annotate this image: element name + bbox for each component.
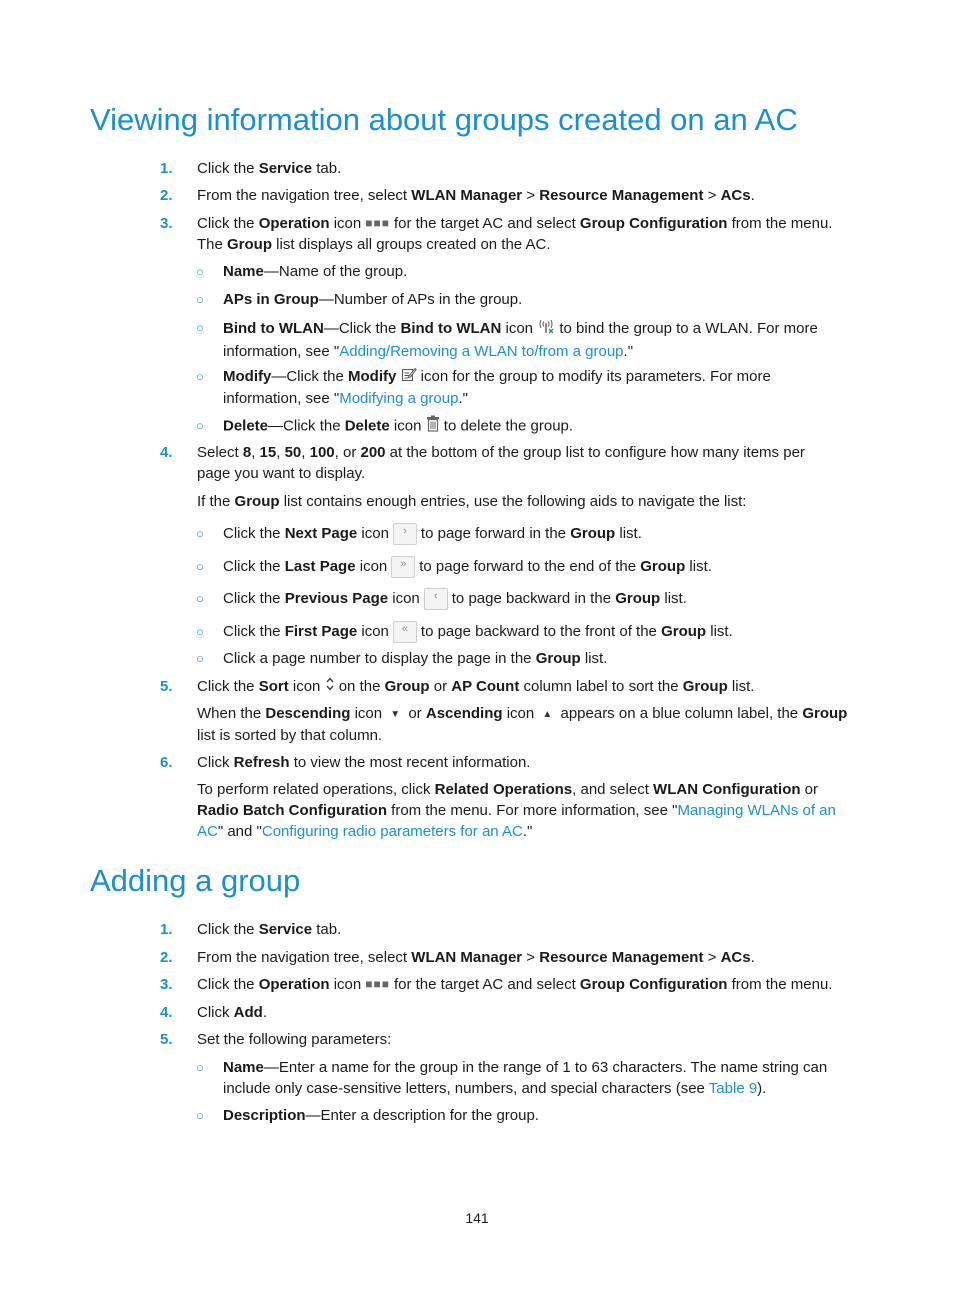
step-number: 1.	[160, 921, 173, 938]
link-modifying-group[interactable]: Modifying a group	[339, 390, 459, 408]
step-text: From the navigation tree, select WLAN Manager > Resource Management > ACs.	[197, 187, 755, 204]
step-number: 4.	[160, 444, 173, 461]
next-page-icon: ›	[393, 523, 417, 545]
bullet-marker: ○	[196, 320, 204, 335]
step-text: Click the Service tab.	[197, 160, 342, 177]
section-title-viewing-groups: Viewing information about groups created on an AC	[90, 102, 798, 137]
link-table-9[interactable]: Table 9	[708, 1080, 758, 1097]
bind-wlan-icon	[537, 317, 555, 341]
step-number: 3.	[160, 215, 173, 232]
step-number: 2.	[160, 949, 173, 966]
step-3-line-2: The Group list displays all groups created on the AC.	[197, 236, 551, 253]
step-number: 3.	[160, 976, 173, 993]
step-text: Select 8, 15, 50, 100, or 200 at the bottom of the group list to configure how many items per page you want to display.	[197, 444, 805, 482]
operation-dots-icon: ■■■	[365, 216, 390, 230]
link-adding-removing-wlan[interactable]: Adding/Removing a WLAN to/from a group	[339, 343, 624, 360]
bullet-marker: ○	[196, 559, 204, 574]
step-number: 6.	[160, 754, 173, 771]
bullet-marker: ○	[196, 292, 204, 307]
bullet-marker: ○	[196, 651, 204, 666]
section-title-adding-group: Adding a group	[90, 863, 301, 898]
step-number: 4.	[160, 1004, 173, 1021]
bullet-marker: ○	[196, 624, 204, 639]
bullet-marker: ○	[196, 591, 204, 606]
step-text: Click the Sort icon on the Group or AP Count column label to sort the Group list.	[197, 676, 864, 698]
step-text: Click Refresh to view the most recent information.	[197, 754, 531, 771]
previous-page-icon: ‹	[424, 588, 448, 610]
step-text: From the navigation tree, select WLAN Manager > Resource Management > ACs.	[197, 949, 755, 966]
step-number: 5.	[160, 678, 173, 695]
step-5-note: When the Descending icon ▼ or Ascending icon ▲ appears on a blue column label, the Group list is sorted by that column.	[197, 705, 848, 744]
step-number: 5.	[160, 1031, 173, 1048]
bullet-marker: ○	[196, 1108, 204, 1123]
bullet-marker: ○	[196, 418, 204, 433]
step-text: Click Add.	[197, 1004, 268, 1021]
step-text: Click the Service tab.	[197, 921, 342, 938]
link-managing-wlans-cont[interactable]: AC	[197, 823, 218, 840]
bullet-marker: ○	[196, 264, 204, 279]
delete-trash-icon	[426, 415, 440, 438]
step-number: 1.	[160, 160, 173, 177]
link-managing-wlans[interactable]: Managing WLANs of an	[677, 802, 836, 819]
ascending-icon: ▲	[542, 709, 553, 720]
step-6-note: To perform related operations, click Related Operations, and select WLAN Configuration or Radio Batch Configuration from the menu. For more information, see "Managing WLANs of an AC" and "Configuring radio parameters for an AC."	[197, 781, 836, 840]
link-configuring-radio[interactable]: Configuring radio parameters for an AC	[261, 823, 523, 840]
bullet-marker: ○	[196, 1060, 204, 1075]
first-page-icon: «	[393, 621, 417, 643]
modify-icon	[401, 366, 417, 388]
step-number: 2.	[160, 187, 173, 204]
descending-icon: ▼	[390, 709, 401, 720]
sort-icon	[325, 676, 335, 698]
step-text: Click the Operation icon ■■■ for the target AC and select Group Configuration from the menu.	[197, 215, 833, 232]
page-number: 141	[465, 1210, 489, 1226]
last-page-icon: »	[391, 556, 415, 578]
step-text: Set the following parameters:	[197, 1031, 392, 1048]
bullet-marker: ○	[196, 526, 204, 541]
operation-dots-icon: ■■■	[365, 977, 390, 991]
step-4-note: If the Group list contains enough entries, use the following aids to navigate the list:	[197, 493, 747, 510]
bullet-marker: ○	[196, 369, 204, 384]
service-tab-label: Service	[258, 160, 313, 177]
step-text: Click the Operation icon ■■■ for the target AC and select Group Configuration from the menu.	[197, 976, 833, 993]
